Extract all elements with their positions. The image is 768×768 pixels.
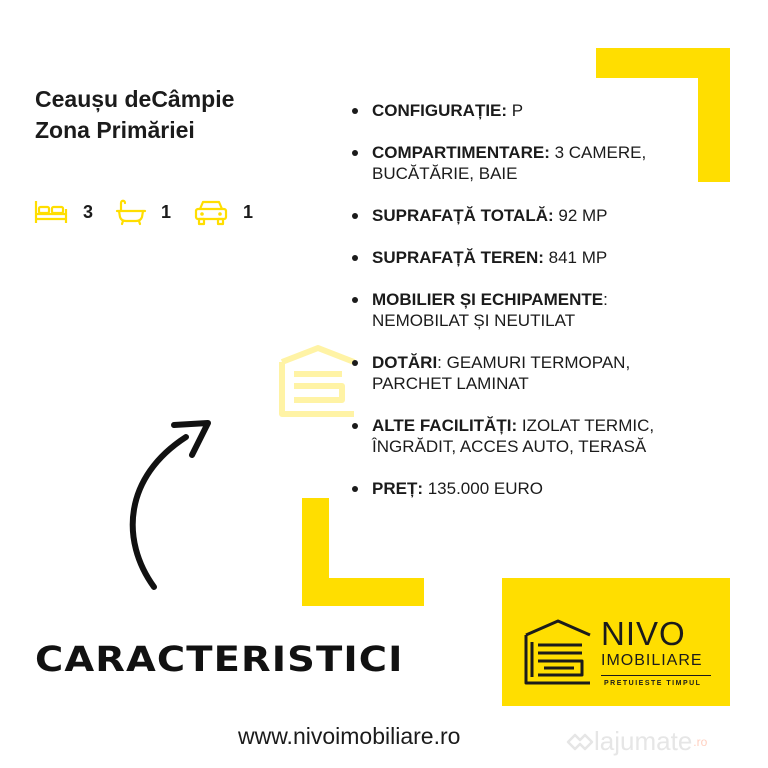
corner-accent-bottom-left-horizontal [302,578,424,606]
lajumate-tld: .ro [693,734,708,749]
lajumate-watermark [566,726,707,757]
amenity-bedrooms [33,199,93,225]
bathrooms-count: 1 [161,201,172,222]
brand-divider [601,675,711,676]
website-link[interactable]: www.nivoimobiliare.ro [238,723,461,749]
bed-icon [33,199,69,225]
amenities-row [33,198,275,226]
feature-configuration: CONFIGURAȚIE: P [352,100,692,121]
feature-furnishing: MOBILIER ȘI ECHIPAMENTE: NEMOBILAT ȘI NEUTILAT [352,289,692,331]
location-city: Ceaușu deCâmpie [35,86,235,112]
characteristics-list [352,100,692,520]
parking-count: 1 [243,201,254,222]
brand-tagline: PRETUIESTE TIMPUL [604,680,702,687]
feature-land-area: SUPRAFAȚĂ TEREN: 841 MP [352,247,692,268]
building-logo-icon [522,617,594,687]
amenity-parking [193,198,253,226]
handshake-icon [566,732,594,752]
brand-name: NIVO [601,615,686,652]
lajumate-name: lajumate [594,726,693,756]
amenity-bathrooms [115,198,171,226]
brand-subtitle: IMOBILIARE [601,652,703,669]
page-heading: CARACTERISTICI [35,640,404,680]
building-logo-watermark-icon [276,342,360,420]
bathtub-icon [115,198,147,226]
location-area: Zona Primăriei [35,117,195,143]
feature-fittings: DOTĂRI: GEAMURI TERMOPAN, PARCHET LAMINAT [352,352,692,394]
feature-price: PREȚ: 135.000 EURO [352,478,692,499]
car-icon [193,198,229,226]
feature-other-facilities: ALTE FACILITĂȚI: IZOLAT TERMIC, ÎNGRĂDIT, ACCES AUTO, TERASĂ [352,415,692,457]
feature-layout: COMPARTIMENTARE: 3 CAMERE, BUCĂTĂRIE, BAIE [352,142,692,184]
corner-accent-top-right-vertical [698,48,730,182]
bedrooms-count: 3 [83,201,94,222]
feature-total-area: SUPRAFAȚĂ TOTALĂ: 92 MP [352,205,692,226]
property-location [35,84,234,146]
curved-arrow-icon [118,415,222,595]
